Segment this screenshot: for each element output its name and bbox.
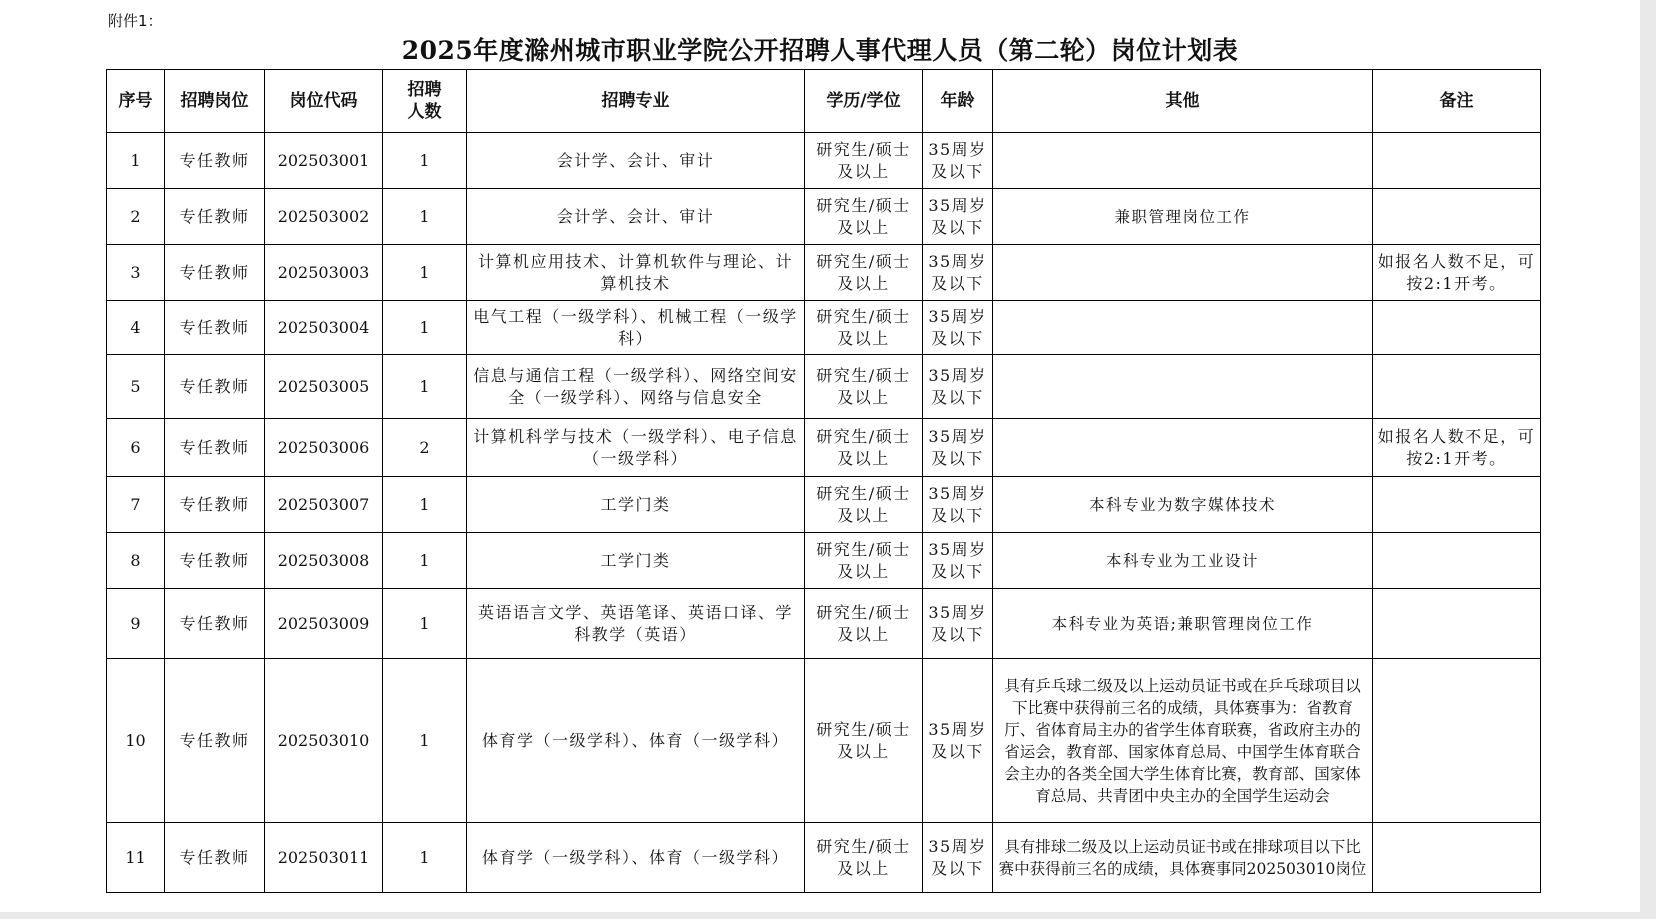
- cell-age: 35周岁及以下: [923, 659, 993, 823]
- cell-major: 体育学（一级学科）、体育（一级学科）: [467, 659, 805, 823]
- cell-code: 202503008: [265, 533, 383, 589]
- cell-code: 202503002: [265, 189, 383, 245]
- table-header-row: [107, 70, 1541, 133]
- cell-post: 专任教师: [165, 659, 265, 823]
- cell-major: 计算机应用技术、计算机软件与理论、计算机技术: [467, 245, 805, 301]
- cell-age: 35周岁及以下: [923, 133, 993, 189]
- cell-degree: 研究生/硕士及以上: [805, 533, 923, 589]
- cell-count: 1: [383, 133, 467, 189]
- cell-no: 4: [107, 301, 165, 355]
- cell-no: 6: [107, 419, 165, 477]
- cell-degree: 研究生/硕士及以上: [805, 245, 923, 301]
- cell-post: 专任教师: [165, 477, 265, 533]
- cell-no: 9: [107, 589, 165, 659]
- cell-age: 35周岁及以下: [923, 189, 993, 245]
- cell-major: 会计学、会计、审计: [467, 133, 805, 189]
- cell-count: 1: [383, 245, 467, 301]
- cell-no: 1: [107, 133, 165, 189]
- cell-post: 专任教师: [165, 189, 265, 245]
- cell-no: 8: [107, 533, 165, 589]
- cell-remark: [1373, 659, 1541, 823]
- cell-count: 1: [383, 477, 467, 533]
- cell-post: 专任教师: [165, 355, 265, 419]
- cell-major: 会计学、会计、审计: [467, 189, 805, 245]
- cell-major: 体育学（一级学科）、体育（一级学科）: [467, 823, 805, 893]
- cell-major: 工学门类: [467, 477, 805, 533]
- cell-post: 专任教师: [165, 823, 265, 893]
- cell-major: 计算机科学与技术（一级学科）、电子信息（一级学科）: [467, 419, 805, 477]
- cell-age: 35周岁及以下: [923, 477, 993, 533]
- cell-count: 1: [383, 301, 467, 355]
- cell-post: 专任教师: [165, 589, 265, 659]
- cell-other: 兼职管理岗位工作: [993, 189, 1373, 245]
- cell-count: 1: [383, 589, 467, 659]
- cell-no: 2: [107, 189, 165, 245]
- col-header-degree: 学历/学位: [805, 70, 923, 133]
- cell-remark: 如报名人数不足，可按2:1开考。: [1373, 419, 1541, 477]
- table-row: [107, 355, 1541, 419]
- table-row: [107, 659, 1541, 823]
- cell-other: [993, 245, 1373, 301]
- cell-remark: [1373, 589, 1541, 659]
- cell-age: 35周岁及以下: [923, 355, 993, 419]
- cell-code: 202503007: [265, 477, 383, 533]
- cell-code: 202503005: [265, 355, 383, 419]
- cell-degree: 研究生/硕士及以上: [805, 355, 923, 419]
- cell-other: [993, 355, 1373, 419]
- cell-remark: [1373, 477, 1541, 533]
- cell-post: 专任教师: [165, 419, 265, 477]
- cell-other: 本科专业为英语;兼职管理岗位工作: [993, 589, 1373, 659]
- cell-age: 35周岁及以下: [923, 533, 993, 589]
- cell-remark: 如报名人数不足，可按2:1开考。: [1373, 245, 1541, 301]
- cell-count: 2: [383, 419, 467, 477]
- cell-major: 英语语言文学、英语笔译、英语口译、学科教学（英语）: [467, 589, 805, 659]
- cell-code: 202503010: [265, 659, 383, 823]
- table-row: [107, 189, 1541, 245]
- cell-no: 7: [107, 477, 165, 533]
- table-row: [107, 477, 1541, 533]
- table-row: [107, 245, 1541, 301]
- table-row: [107, 133, 1541, 189]
- table-row: [107, 301, 1541, 355]
- cell-other: 具有乒乓球二级及以上运动员证书或在乒乓球项目以下比赛中获得前三名的成绩，具体赛事为：省教育厅、省体育局主办的省学生体育联赛，省政府主办的省运会，教育部、国家体育总局、中国学生体育联合会主办的各类全国大学生体育比赛，教育部、国家体育总局、共青团中央主办的全国学生运动会: [993, 659, 1373, 823]
- cell-no: 11: [107, 823, 165, 893]
- cell-age: 35周岁及以下: [923, 419, 993, 477]
- cell-remark: [1373, 301, 1541, 355]
- cell-no: 5: [107, 355, 165, 419]
- col-header-count: 招聘人数: [383, 70, 467, 133]
- cell-major: 工学门类: [467, 533, 805, 589]
- cell-major: 电气工程（一级学科）、机械工程（一级学科）: [467, 301, 805, 355]
- cell-degree: 研究生/硕士及以上: [805, 477, 923, 533]
- cell-post: 专任教师: [165, 245, 265, 301]
- col-header-remark: 备注: [1373, 70, 1541, 133]
- cell-degree: 研究生/硕士及以上: [805, 133, 923, 189]
- table-row: [107, 533, 1541, 589]
- cell-age: 35周岁及以下: [923, 823, 993, 893]
- cell-code: 202503006: [265, 419, 383, 477]
- cell-remark: [1373, 189, 1541, 245]
- table-row: [107, 589, 1541, 659]
- cell-post: 专任教师: [165, 133, 265, 189]
- cell-code: 202503004: [265, 301, 383, 355]
- cell-count: 1: [383, 189, 467, 245]
- cell-degree: 研究生/硕士及以上: [805, 823, 923, 893]
- col-header-other: 其他: [993, 70, 1373, 133]
- cell-degree: 研究生/硕士及以上: [805, 589, 923, 659]
- col-header-code: 岗位代码: [265, 70, 383, 133]
- cell-count: 1: [383, 659, 467, 823]
- cell-other: [993, 419, 1373, 477]
- cell-code: 202503009: [265, 589, 383, 659]
- cell-other: [993, 301, 1373, 355]
- cell-age: 35周岁及以下: [923, 245, 993, 301]
- cell-no: 10: [107, 659, 165, 823]
- col-header-major: 招聘专业: [467, 70, 805, 133]
- cell-count: 1: [383, 533, 467, 589]
- table-row: [107, 419, 1541, 477]
- col-header-no: 序号: [107, 70, 165, 133]
- col-header-age: 年龄: [923, 70, 993, 133]
- cell-age: 35周岁及以下: [923, 301, 993, 355]
- cell-remark: [1373, 533, 1541, 589]
- cell-remark: [1373, 355, 1541, 419]
- cell-post: 专任教师: [165, 301, 265, 355]
- cell-count: 1: [383, 823, 467, 893]
- cell-code: 202503001: [265, 133, 383, 189]
- cell-major: 信息与通信工程（一级学科）、网络空间安全（一级学科）、网络与信息安全: [467, 355, 805, 419]
- cell-degree: 研究生/硕士及以上: [805, 419, 923, 477]
- cell-count: 1: [383, 355, 467, 419]
- cell-other: 具有排球二级及以上运动员证书或在排球项目以下比赛中获得前三名的成绩，具体赛事同202503010岗位: [993, 823, 1373, 893]
- col-header-post: 招聘岗位: [165, 70, 265, 133]
- cell-code: 202503011: [265, 823, 383, 893]
- cell-remark: [1373, 133, 1541, 189]
- cell-degree: 研究生/硕士及以上: [805, 189, 923, 245]
- cell-other: [993, 133, 1373, 189]
- cell-code: 202503003: [265, 245, 383, 301]
- cell-remark: [1373, 823, 1541, 893]
- attachment-label: 附件1：: [108, 12, 163, 30]
- cell-no: 3: [107, 245, 165, 301]
- cell-age: 35周岁及以下: [923, 589, 993, 659]
- job-plan-table: [106, 69, 1541, 893]
- cell-degree: 研究生/硕士及以上: [805, 301, 923, 355]
- cell-other: 本科专业为数字媒体技术: [993, 477, 1373, 533]
- cell-post: 专任教师: [165, 533, 265, 589]
- cell-other: 本科专业为工业设计: [993, 533, 1373, 589]
- table-row: [107, 823, 1541, 893]
- page-title: 2025年度滁州城市职业学院公开招聘人事代理人员（第二轮）岗位计划表: [401, 36, 1239, 65]
- cell-degree: 研究生/硕士及以上: [805, 659, 923, 823]
